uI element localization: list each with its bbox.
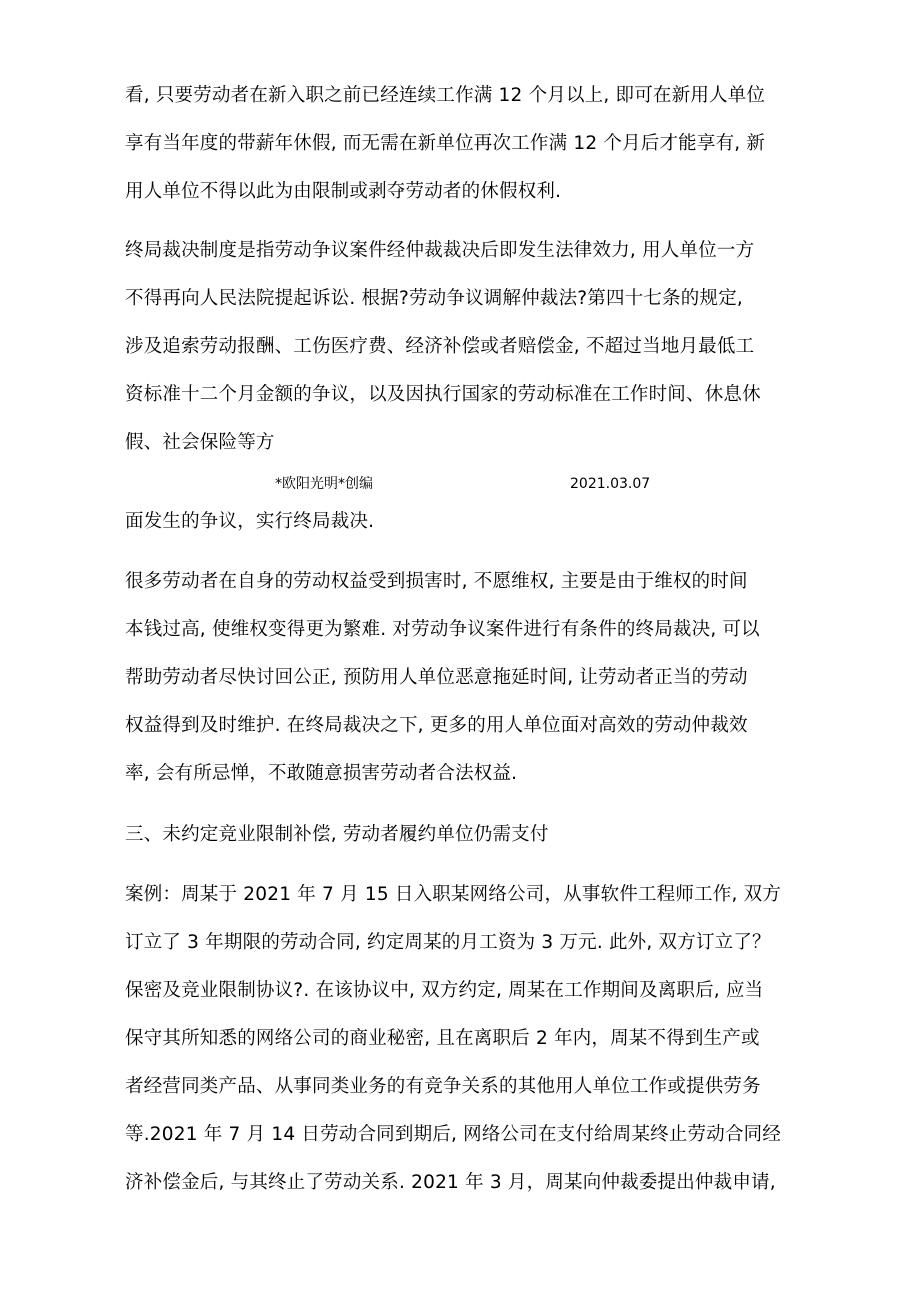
- paragraph-line: 订立了 3 年期限的劳动合同, 约定周某的月工资为 3 万元. 此外, 双方订立了？: [125, 932, 771, 953]
- paragraph-line: 很多劳动者在自身的劳动权益受到损害时, 不愿维权, 主要是由于维权的时间: [125, 571, 748, 592]
- paragraph-line: 假、社会保险等方: [125, 432, 275, 453]
- footer-author: *欧阳光明*创编: [275, 476, 373, 492]
- paragraph-line: 保密及竞业限制协议?. 在该协议中, 双方约定, 周某在工作期间及离职后, 应当: [125, 980, 764, 1001]
- paragraph-line: 享有当年度的带薪年休假, 而无需在新单位再次工作满 12 个月后才能享有, 新: [125, 133, 766, 154]
- paragraph-line: 济补偿金后, 与其终止了劳动关系. 2021 年 3 月，周某向仲裁委提出仲裁申请,: [125, 1172, 776, 1193]
- paragraph-line: 资标准十二个月金额的争议，以及因执行国家的劳动标准在工作时间、休息休: [125, 384, 761, 405]
- paragraph-line: 率, 会有所忌惮，不敢随意损害劳动者合法权益.: [125, 763, 518, 784]
- section-heading: 三、未约定竞业限制补偿, 劳动者履约单位仍需支付: [125, 824, 549, 845]
- paragraph-line: 涉及追索劳动报酬、工伤医疗费、经济补偿或者赔偿金, 不超过当地月最低工: [125, 336, 755, 357]
- paragraph-line: 案例：周某于 2021 年 7 月 15 日入职某网络公司，从事软件工程师工作, 双方: [125, 884, 782, 905]
- footer-date: 2021.03.07: [570, 476, 651, 492]
- paragraph-line: 保守其所知悉的网络公司的商业秘密, 且在离职后 2 年内，周某不得到生产或: [125, 1028, 760, 1049]
- paragraph-line: 者经营同类产品、从事同类业务的有竞争关系的其他用人单位工作或提供劳务: [125, 1076, 761, 1097]
- paragraph-line: 本钱过高, 使维权变得更为繁难. 对劳动争议案件进行有条件的终局裁决, 可以: [125, 619, 760, 640]
- paragraph-line: 用人单位不得以此为由限制或剥夺劳动者的休假权利.: [125, 181, 562, 202]
- paragraph-line: 权益得到及时维护. 在终局裁决之下, 更多的用人单位面对高效的劳动仲裁效: [125, 715, 748, 736]
- paragraph-line: 不得再向人民法院提起诉讼. 根据?劳动争议调解仲裁法?第四十七条的规定,: [125, 288, 743, 309]
- paragraph-line: 终局裁决制度是指劳动争议案件经仲裁裁决后即发生法律效力, 用人单位一方: [125, 240, 755, 261]
- paragraph-line: 帮助劳动者尽快讨回公正, 预防用人单位恶意拖延时间, 让劳动者正当的劳动: [125, 667, 748, 688]
- paragraph-line: 看, 只要劳动者在新入职之前已经连续工作满 12 个月以上, 即可在新用人单位: [125, 85, 766, 106]
- paragraph-line: 等.2021 年 7 月 14 日劳动合同到期后, 网络公司在支付给周某终止劳动合同经: [125, 1124, 782, 1145]
- paragraph-line: 面发生的争议，实行终局裁决.: [125, 511, 375, 532]
